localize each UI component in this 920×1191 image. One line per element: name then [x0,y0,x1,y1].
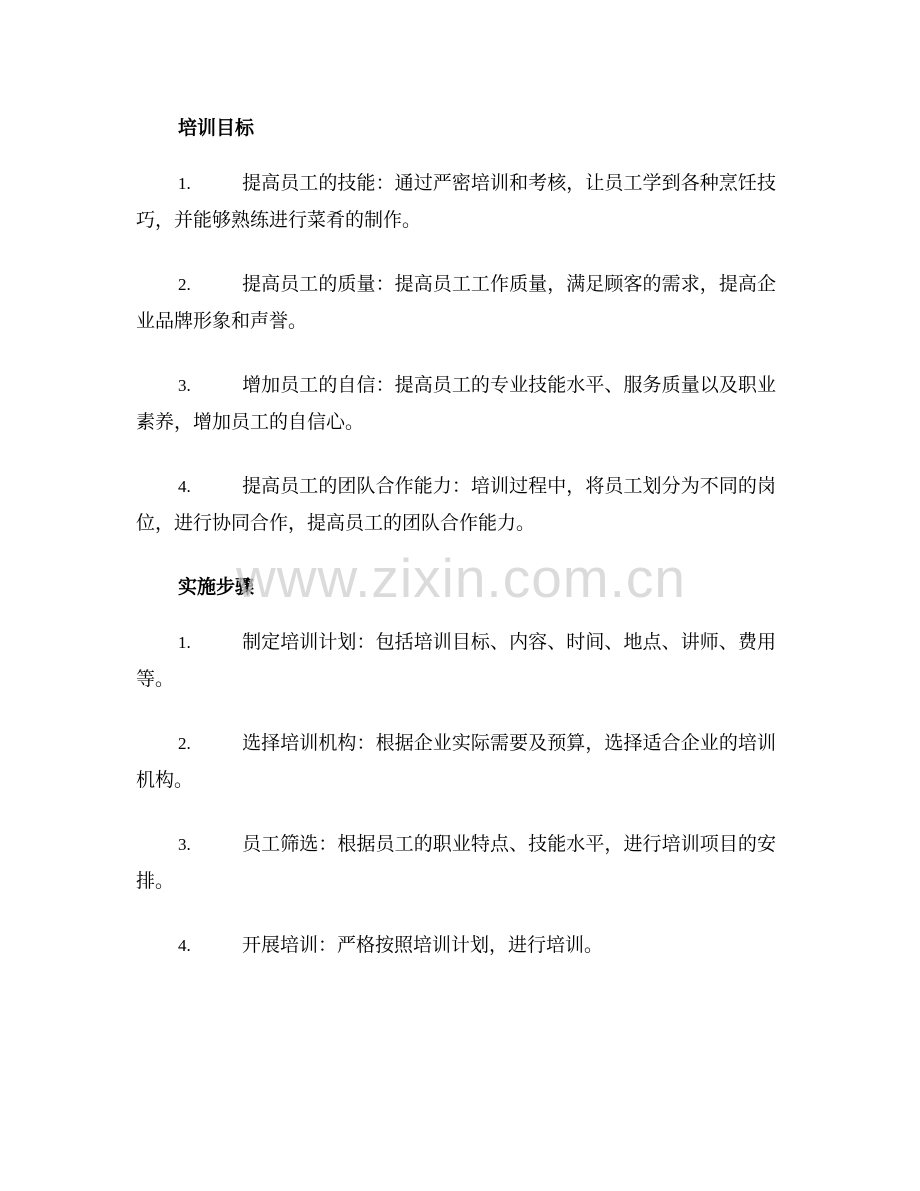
item-number: 2. [178,734,191,753]
list-item [136,367,776,440]
item-number: 4. [178,936,191,955]
section-heading-training-goals: 培训目标 [178,117,255,139]
item-text: 提高员工的团队合作能力：培训过程中，将员工划分为不同的岗位，进行协同合作，提高员工的团队合作能力。 [136,475,776,534]
watermark: www.zixin.com.cn [236,547,686,609]
list-item [136,468,776,541]
list-item [136,725,776,798]
item-number: 3. [178,835,191,854]
list-item [136,927,776,964]
item-text: 员工筛选：根据员工的职业特点、技能水平，进行培训项目的安排。 [136,833,776,892]
item-number: 2. [178,275,191,294]
item-number: 3. [178,376,191,395]
list-item [136,165,776,238]
list-item [136,266,776,339]
document-body [136,110,776,992]
item-number: 4. [178,477,191,496]
item-text: 制定培训计划：包括培训目标、内容、时间、地点、讲师、费用等。 [136,631,776,690]
section-heading-implementation-steps: 实施步骤 [178,576,255,598]
item-text: 增加员工的自信：提高员工的专业技能水平、服务质量以及职业素养，增加员工的自信心。 [136,374,776,433]
list-item [136,826,776,899]
item-text: 选择培训机构：根据企业实际需要及预算，选择适合企业的培训机构。 [136,732,776,791]
item-text: 提高员工的质量：提高员工工作质量，满足顾客的需求，提高企业品牌形象和声誉。 [136,273,776,332]
item-number: 1. [178,633,191,652]
item-text: 开展培训：严格按照培训计划，进行培训。 [242,934,604,956]
item-text: 提高员工的技能：通过严密培训和考核，让员工学到各种烹饪技巧，并能够熟练进行菜肴的制作。 [136,172,776,231]
list-item [136,624,776,697]
item-number: 1. [178,174,191,193]
